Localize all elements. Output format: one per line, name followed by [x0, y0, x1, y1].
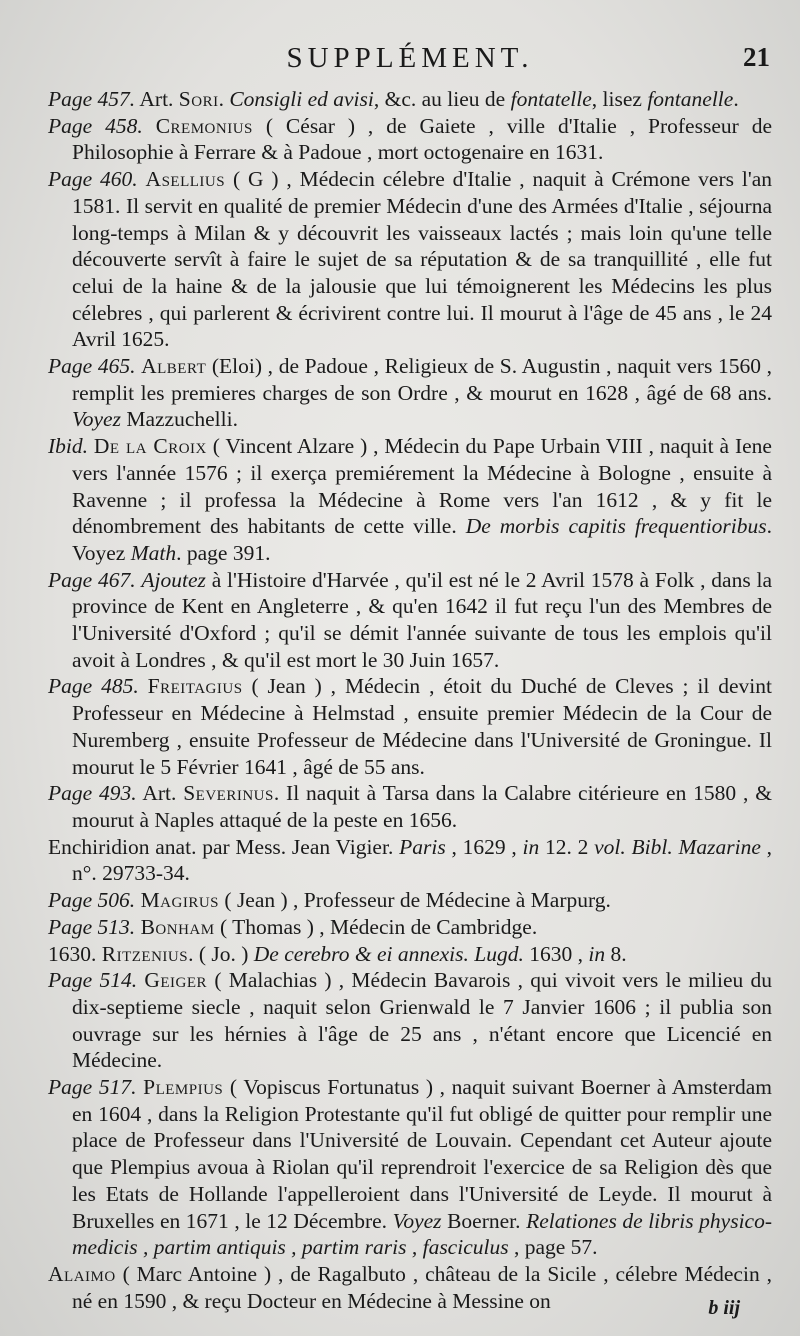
entry-name: Ritzenius — [101, 941, 189, 966]
entry-name: Freitagius — [147, 674, 243, 699]
page-title: SUPPLÉMENT. — [286, 42, 534, 74]
entry-text: , 1629 , — [445, 834, 523, 859]
entry-name: Geiger — [144, 968, 208, 993]
entry-italic-text: Consigli ed avisi — [229, 87, 374, 111]
entry-italic-text: De cerebro & ei annexis. Lugd. — [253, 941, 524, 966]
entry-text: . ( Jo. ) — [188, 941, 254, 966]
supplement-entry — [48, 433, 772, 567]
entry-text: . Il naquit à Tarsa dans la Calabre citérieure en 1580 , & mourut à Naples attaqué de la peste en 1656. — [72, 781, 772, 832]
supplement-entry — [48, 967, 772, 1074]
entry-italic-text: in — [588, 941, 606, 966]
entry-text: , n°. 29733-34. — [72, 834, 773, 886]
entry-page-reference: Page 460. — [48, 167, 138, 192]
entry-text: . — [733, 87, 739, 111]
supplement-entry — [48, 86, 772, 113]
supplement-entry — [48, 780, 772, 833]
entry-italic-text: Math — [130, 540, 177, 565]
entry-text: Art. — [136, 781, 184, 806]
entry-text: ( Malachias ) , Médecin Bavarois , qui vivoit vers le milieu du dix-septieme siecle , naquit selon Grienwald le 7 Janvier 1606 ; il publia son ouvrage sur les hérnies à l'âge de 25 ans , n'étant encore que Licencié en Médecine. — [72, 968, 773, 1073]
entry-text: 1630 , — [523, 941, 589, 966]
entry-name: Cremonius — [155, 113, 253, 138]
supplement-entry — [48, 166, 772, 353]
entry-name: Magirus — [140, 888, 220, 913]
supplement-entry — [48, 834, 772, 887]
page-number: 21 — [743, 42, 770, 72]
entry-italic-text: Voyez — [392, 1208, 442, 1233]
entry-text: . page 391. — [176, 540, 271, 565]
entry-text: 12. 2 — [539, 834, 595, 859]
running-head — [48, 40, 772, 86]
supplement-entry — [48, 941, 772, 968]
entry-page-reference: Page 493. — [48, 781, 137, 806]
entry-italic-text: vol. Bibl. Mazarine — [594, 834, 761, 859]
entry-text: . — [218, 87, 230, 111]
entry-italic-text: De morbis capitis frequentioribus — [465, 514, 767, 539]
entry-text: ( Vopiscus Fortunatus ) , naquit suivant Boerner à Amsterdam en 1604 , dans la Religion Protestante qu'il fut obligé de quitter pour remplir une place de Professeur dans l'Université de Louvain. Cependant cet Auteur ajoute que Plempius avoua à Riolan qu'il reprendroit l'exercice de sa Religion dès que les Etats de Hollande l'appelleroient dans l'Université de Leyde. Il mourut à Bruxelles en 1671 , le 12 Décembre. — [72, 1075, 772, 1233]
entry-text: à l'Histoire d'Harvée , qu'il est né le 2 Avril 1578 à Folk , dans la province de Kent en Angleterre , & qu'en 1642 il fut reçu l'un des Membres de l'Université d'Oxford ; qu'il se démit l'année suivante de tous les emplois qu'il avoit à Londres , & qu'il est mort le 30 Juin 1657. — [72, 567, 772, 672]
entry-name: Asellius — [145, 167, 226, 192]
entry-text: . Voyez — [72, 514, 772, 565]
entry-page-reference: Page 513. — [48, 914, 136, 939]
entry-italic-text: in — [522, 834, 540, 859]
entry-name: Bonham — [140, 914, 215, 939]
entry-text: , lisez — [591, 87, 648, 111]
entry-text: Boerner. — [441, 1208, 527, 1233]
entry-page-reference: Ibid. — [48, 434, 89, 459]
entry-page-reference: Page 506. — [48, 888, 136, 913]
entry-italic-text: fontatelle — [510, 87, 592, 111]
entry-italic-text: Voyez — [72, 407, 121, 432]
entry-text: 1630. — [48, 941, 102, 966]
entry-text: Enchiridion anat. par Mess. Jean Vigier. — [48, 834, 400, 859]
entry-page-reference: Page 465. — [48, 354, 136, 379]
entry-text: ( Jean ) , Professeur de Médecine à Marpurg. — [219, 888, 611, 913]
entry-text: , &c. au lieu de — [373, 87, 511, 111]
entry-name: Sori — [178, 87, 219, 111]
supplement-entry — [48, 1074, 772, 1261]
entry-italic-text: Ajoutez — [141, 567, 206, 592]
entry-text — [139, 674, 148, 698]
entry-text: ( Marc Antoine ) , de Ragalbuto , château de la Sicile , célebre Médecin , né en 1590 , & reçu Docteur en Médecine à Messine on — [72, 1261, 772, 1313]
supplement-entry — [48, 1261, 772, 1314]
entry-italic-text: Relationes de libris physico-medicis , partim antiquis , partim raris , fasciculus — [72, 1208, 772, 1260]
supplement-entry — [48, 353, 772, 433]
entry-italic-text: fontanelle — [647, 87, 734, 111]
supplement-entry — [48, 673, 772, 780]
entry-name: Severinus — [183, 781, 274, 806]
entry-text — [138, 167, 146, 191]
supplement-entry — [48, 887, 772, 914]
entry-text: , page 57. — [508, 1235, 598, 1260]
entry-page-reference: Page 457. — [48, 87, 136, 111]
entry-italic-text: Paris — [399, 834, 446, 859]
signature-mark: b iij — [708, 1297, 740, 1319]
entry-text: ( Thomas ) , Médecin de Cambridge. — [214, 914, 538, 939]
entry-text: ( Vincent Alzare ) , Médecin du Pape Urbain VIII , naquit à Iene vers l'année 1576 ; il exerça premiérement la Médecine à Bologne , ensuite à Ravenne ; il professa la Médecine à Rome vers l'an 1612 , & y fit le dénombrement des habitants de cette ville. — [72, 434, 772, 539]
entry-text: ( G ) , Médecin célebre d'Italie , naquit à Crémone vers l'an 1581. Il servit en qualité de premier Médecin d'une des Armées d'Italie , séjourna long-temps à Milan & y découvrit les vaisseaux lactés ; mais loin qu'une telle découverte servît à faire le sujet de sa réputation & de sa tranquillité , elle fut celui de la haine & de la jalousie que lui témoignerent les Médecins les plus célebres , qui parlerent & écrivirent contre lui. Il mourut à l'âge de 45 ans , le 24 Avril 1625. — [72, 167, 772, 352]
entry-text — [143, 114, 156, 138]
supplement-entry — [48, 113, 772, 166]
entry-text: ( César ) , de Gaiete , ville d'Italie , Professeur de Philosophie à Ferrare & à Padoue , mort octogenaire en 1631. — [72, 113, 773, 165]
entry-name: De la Croix — [93, 434, 207, 459]
entry-page-reference: Page 485. — [48, 674, 139, 699]
entry-text: Art. — [135, 87, 179, 111]
entry-page-reference: Page 517. — [48, 1075, 137, 1100]
entry-page-reference: Page 458. — [48, 113, 143, 138]
entry-text: Mazzuchelli. — [120, 407, 238, 432]
entry-page-reference: Page 467. — [48, 567, 136, 592]
entry-text: 8. — [605, 941, 627, 966]
entry-text: ( Jean ) , Médecin , étoit du Duché de Cleves ; il devint Professeur en Médecine à Helmstad , ensuite premier Médecin de la Cour de Nuremberg , ensuite Professeur de Médecine dans l'Université de Groningue. Il mourut le 5 Février 1641 , âgé de 55 ans. — [72, 674, 772, 779]
entry-name: Alaimo — [48, 1261, 116, 1286]
entry-name: Albert — [141, 354, 207, 379]
supplement-entries — [48, 86, 772, 1314]
entry-page-reference: Page 514. — [48, 968, 138, 993]
supplement-entry — [48, 914, 772, 941]
entry-name: Plempius — [143, 1075, 224, 1100]
supplement-entry — [48, 567, 772, 674]
entry-text: (Eloi) , de Padoue , Religieux de S. Augustin , naquit vers 1560 , remplit les premieres charges de son Ordre , & mourut en 1628 , âgé de 68 ans. — [72, 354, 772, 405]
